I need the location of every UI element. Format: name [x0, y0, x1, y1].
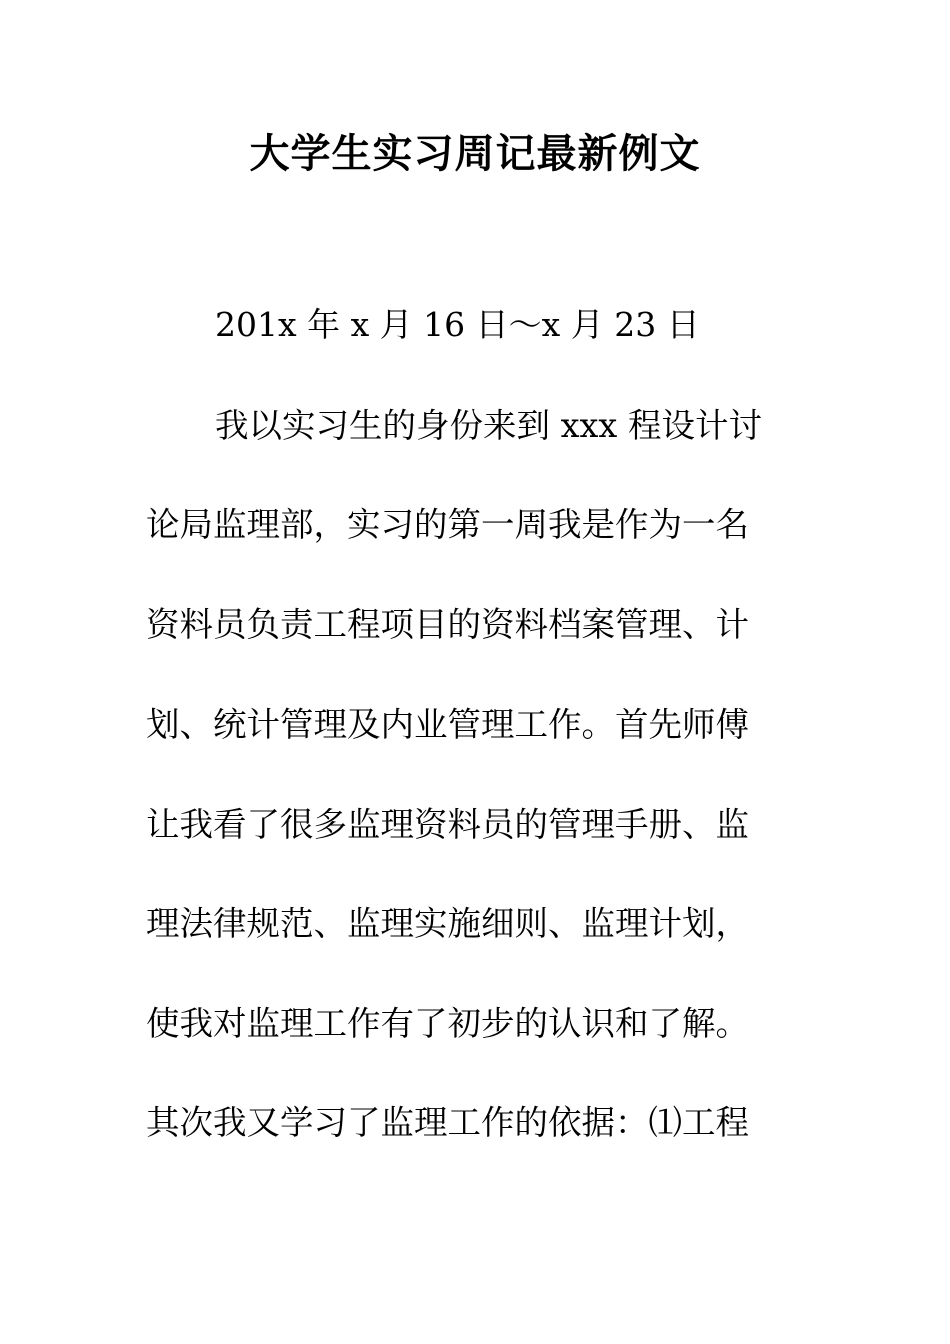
- body-line-7: 使我对监理工作有了初步的认识和了解。: [146, 1004, 749, 1043]
- body-line-5: 让我看了很多监理资料员的管理手册、监: [146, 805, 749, 844]
- body-line-8: 其次我又学习了监理工作的依据：⑴工程: [146, 1103, 749, 1142]
- body-line-2: 论局监理部，实习的第一周我是作为一名: [146, 505, 749, 544]
- body-line-1: 我以实习生的身份来到 xxx 程设计讨: [215, 406, 762, 445]
- date-range: 201x 年 x 月 16 日～x 月 23 日: [215, 305, 700, 344]
- document-title: 大学生实习周记最新例文: [249, 130, 701, 177]
- body-line-3: 资料员负责工程项目的资料档案管理、计: [146, 605, 749, 644]
- body-line-4: 划、统计管理及内业管理工作。首先师傅: [146, 705, 749, 744]
- body-line-6: 理法律规范、监理实施细则、监理计划，: [146, 904, 749, 943]
